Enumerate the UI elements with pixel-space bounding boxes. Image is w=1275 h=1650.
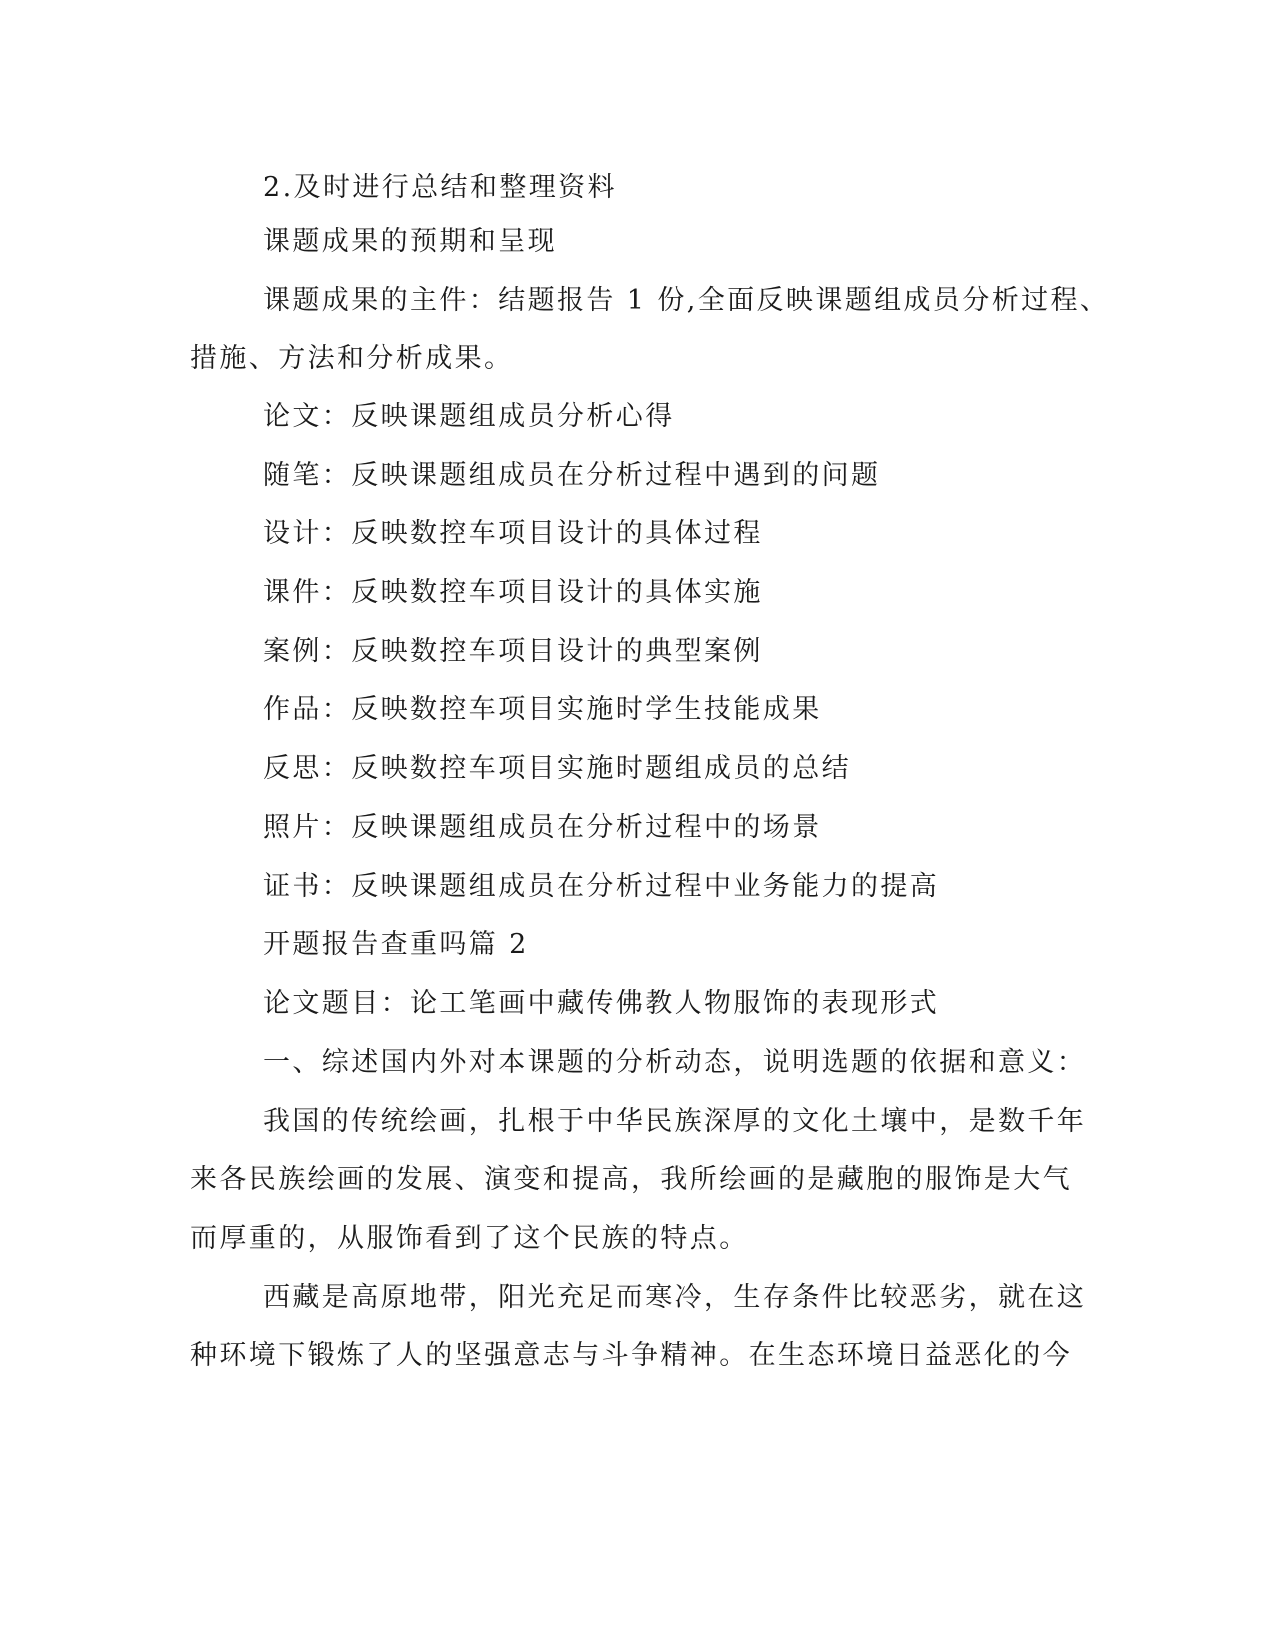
outcome-item-courseware: 课件：反映数控车项目设计的具体实施 [263,577,763,608]
outcome-item-case: 案例：反映数控车项目设计的典型案例 [263,636,763,667]
paragraph-line: 而厚重的，从服饰看到了这个民族的特点。 [190,1223,749,1254]
paragraph-line: 种环境下锻炼了人的坚强意志与斗争精神。在生态环境日益恶化的今 [190,1340,1072,1371]
outcome-item-paper: 论文：反映课题组成员分析心得 [263,401,675,432]
section-heading-overview: 一、综述国内外对本课题的分析动态，说明选题的依据和意义： [263,1047,1087,1078]
outcome-item-works: 作品：反映数控车项目实施时学生技能成果 [263,694,822,725]
list-item-summary: 2.及时进行总结和整理资料 [263,172,617,203]
outcome-item-reflection: 反思：反映数控车项目实施时题组成员的总结 [263,753,851,784]
paragraph-line: 我国的传统绘画，扎根于中华民族深厚的文化土壤中，是数千年 [263,1106,1087,1137]
outcome-item-essay: 随笔：反映课题组成员在分析过程中遇到的问题 [263,460,881,491]
paragraph-line: 来各民族绘画的发展、演变和提高，我所绘画的是藏胞的服饰是大气 [190,1164,1072,1195]
paragraph-line: 课题成果的主件：结题报告 1 份,全面反映课题组成员分析过程、 [263,285,1110,316]
outcome-item-photos: 照片：反映课题组成员在分析过程中的场景 [263,812,822,843]
paragraph-line: 措施、方法和分析成果。 [190,343,514,374]
section-heading-part2: 开题报告查重吗篇 2 [263,929,529,960]
paragraph-line: 西藏是高原地带，阳光充足而寒冷，生存条件比较恶劣，就在这 [263,1282,1087,1313]
section-heading-outcomes: 课题成果的预期和呈现 [263,226,557,257]
outcome-item-certificates: 证书：反映课题组成员在分析过程中业务能力的提高 [263,871,940,902]
thesis-title: 论文题目：论工笔画中藏传佛教人物服饰的表现形式 [263,988,940,1019]
outcome-item-design: 设计：反映数控车项目设计的具体过程 [263,518,763,549]
